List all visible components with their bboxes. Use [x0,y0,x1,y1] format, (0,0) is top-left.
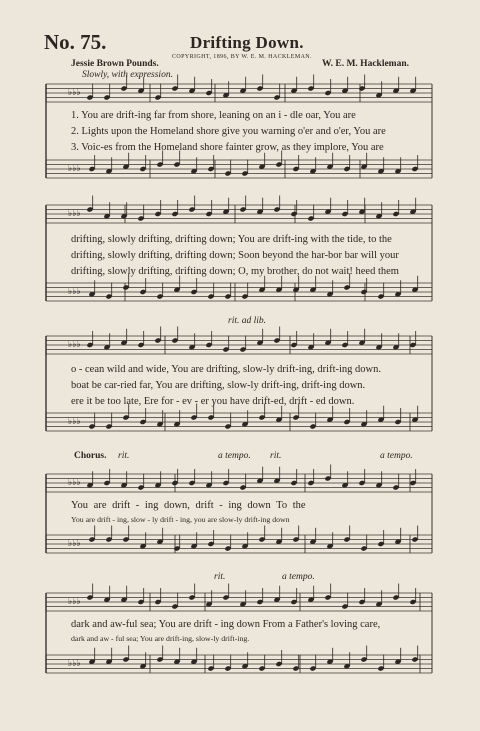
hymn-title: Drifting Down. [190,33,304,52]
rit-marking-1: rit. [118,451,130,461]
verse-3-line-c: ere it be too late, Ere for - ev - er you have drift-ed, drift - ed down. [71,396,355,407]
system2-bass-clef-icon: ♭♭♭ [68,287,81,297]
copyright-line: COPYRIGHT, 1896, BY W. E. M. HACKLEMAN. [172,54,312,60]
system4-treble-clef-icon: ♭♭♭ [68,478,81,488]
system1-treble-clef-icon: ♭♭♭ [68,88,81,98]
verse-1-line-c: o - cean wild and wide, You are drifting, slow-ly drift-ing, drift-ing down. [71,364,381,375]
verse-2-line-c: boat be car-ried far, You are drifting, slow-ly drift-ing, drift-ing down. [71,380,366,391]
system2-treble-clef-icon: ♭♭♭ [68,209,81,219]
rit-ad-lib-marking: rit. ad lib. [228,316,267,326]
system4-bass-clef-icon: ♭♭♭ [68,539,81,549]
verse-1-line-b: drifting, slowly drifting, drifting down; You are drift-ing with the tide, to the [71,234,392,245]
hymn-number: No. 75. [44,30,107,54]
chorus-label: Chorus. [74,451,107,461]
verse-3-line-a: 3. Voic-es from the Homeland shore fainter grow, as they implore, You are [71,142,384,153]
chorus-line-lower-2: dark and aw - ful sea; You are drift-ing, slow-ly drift-ing. [71,634,250,643]
verse-1-line-a: 1. You are drift-ing far from shore, leaning on an i - dle oar, You are [71,110,356,121]
rit-marking-3: rit. [214,572,226,582]
lyricist-credit: Jessie Brown Pounds. [71,59,159,69]
verse-2-line-b: drifting, slowly drifting, drifting down; Soon beyond the har-bor bar will your [71,250,399,261]
chorus-line-lower: You are drift - ing, slow - ly drift - ing, you are slow-ly drift-ing down [71,515,290,524]
verse-3-line-b: drifting, slowly drifting, drifting down; O, my brother, do not wait! heed them [71,266,399,277]
verse-2-line-a: 2. Lights upon the Homeland shore give you warning o'er and o'er, You are [71,126,386,137]
system3-treble-clef-icon: ♭♭♭ [68,340,81,350]
chorus-line-upper: You are drift - ing down, drift - ing down To the [71,500,306,511]
a-tempo-marking-2: a tempo. [380,451,413,461]
a-tempo-marking-3: a tempo. [282,572,315,582]
rit-marking-2: rit. [270,451,282,461]
system5-treble-clef-icon: ♭♭♭ [68,597,81,607]
composer-credit: W. E. M. Hackleman. [322,59,409,69]
system5-bass-clef-icon: ♭♭♭ [68,659,81,669]
a-tempo-marking-1: a tempo. [218,451,251,461]
system3-bass-clef-icon: ♭♭♭ [68,417,81,427]
tempo-marking: Slowly, with expression. [82,70,173,80]
chorus-line-upper-2: dark and aw-ful sea; You are drift - ing down From a Father's loving care, [71,619,381,630]
system1-bass-clef-icon: ♭♭♭ [68,164,81,174]
